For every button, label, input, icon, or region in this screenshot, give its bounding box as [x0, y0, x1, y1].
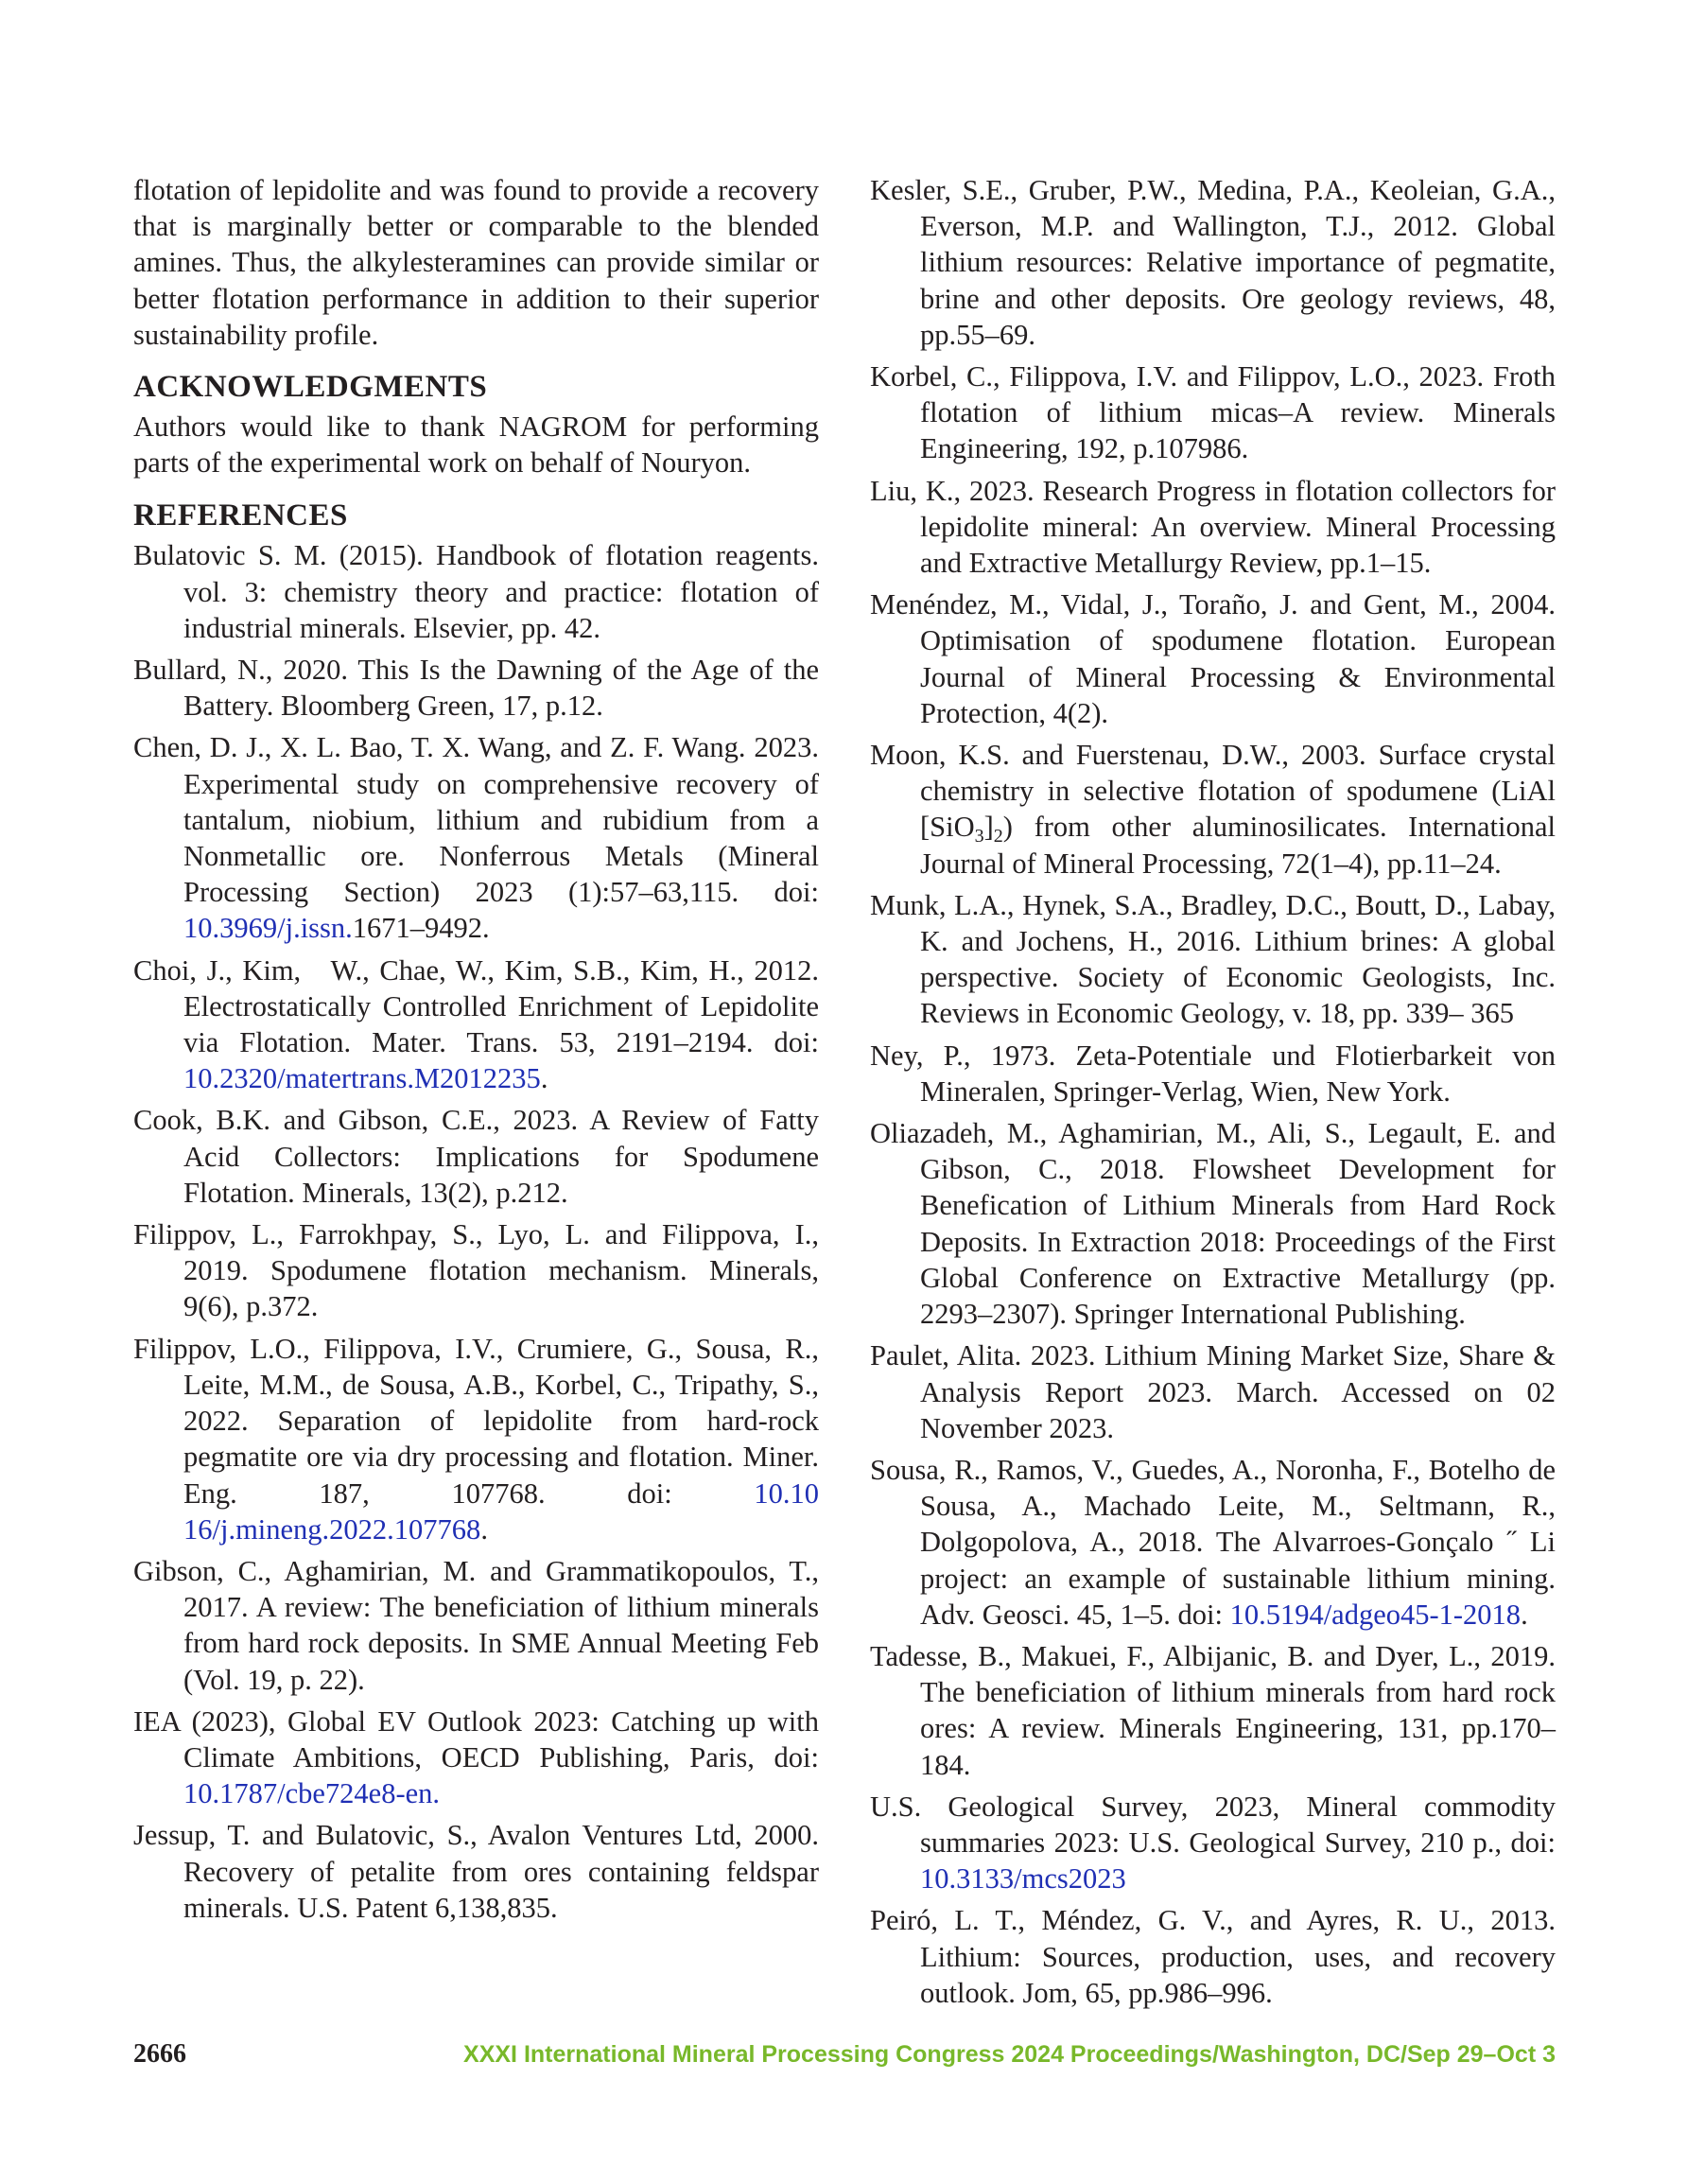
reference-item: [870, 1902, 1556, 2011]
reference-item: [870, 586, 1556, 731]
page-footer: [133, 2039, 1556, 2077]
references-heading: REFERENCES: [133, 498, 348, 533]
reference-item: [870, 473, 1556, 582]
reference-item: [133, 952, 826, 1097]
running-footer-title: XXXI International Mineral Processing Congress 2024 Proceedings/Washington, DC/Sep 29–Oct 3: [463, 2041, 1556, 2068]
doi-link[interactable]: 10.3969/j.issn.: [183, 912, 353, 945]
reference-item: [870, 1638, 1556, 1783]
right-column: [870, 172, 1556, 2017]
reference-text: Peiró, L. T., Méndez, G. V., and Ayres, R. U., 2013. Lithium: Sources, production, uses, and recovery outlook. Jom, 65, pp.986–996.: [870, 1904, 1556, 2009]
reference-text: Kesler, S.E., Gruber, P.W., Medina, P.A., Keoleian, G.A., Everson, M.P. and Wallington, T.J., 2012. Global lithium resources: Relative importance of pegmatite, brine and other deposits. Ore geology reviews, 48, pp.55–69.: [870, 174, 1556, 351]
reference-item: [133, 652, 819, 724]
intro-paragraph: flotation of lepidolite and was found to provide a recovery that is marginally better or comparable to the blended amines. Thus, the alkylesteramines can provide similar or better flotation performance in addition to their superior sustainability profile.: [133, 174, 819, 351]
reference-text: Filippov, L., Farrokhpay, S., Lyo, L. and Filippova, I., 2019. Spodumene flotation mechanism. Minerals, 9(6), p.372.: [133, 1218, 819, 1323]
reference-text: Sousa, R., Ramos, V., Guedes, A., Noronha, F., Botelho de Sousa, A., Machado Leite, M., Seltmann, R., Dolgopolova, A., 2018. The Alvarroes-Gonçalo ˝ Li project: an example of sustainable lithium mining. Adv. Geosci. 45, 1–5. doi:: [870, 1453, 1556, 1631]
subscript: 2: [993, 826, 1003, 847]
reference-item: [870, 172, 1556, 353]
reference-text: Tadesse, B., Makuei, F., Albijanic, B. and Dyer, L., 2019. The beneficiation of lithium minerals from hard rock ores: A review. Minerals Engineering, 131, pp.170–184.: [870, 1639, 1556, 1781]
reference-text-end: .: [480, 1512, 488, 1546]
reference-item: [870, 737, 1556, 882]
reference-item: [870, 1337, 1556, 1446]
reference-text: U.S. Geological Survey, 2023, Mineral commodity summaries 2023: U.S. Geological Survey, 210 p., doi:: [870, 1790, 1556, 1859]
reference-item: [133, 537, 819, 646]
reference-text: Chen, D. J., X. L. Bao, T. X. Wang, and Z. F. Wang. 2023. Experimental study on comprehensive recovery of tantalum, niobium, lithium and rubidium from a Nonmetallic ore. Nonferrous Metals (Mineral Processing Section) 2023 (1):57–63,115. doi:: [133, 731, 819, 909]
reference-text: Jessup, T. and Bulatovic, S., Avalon Ventures Ltd, 2000. Recovery of petalite from ores containing feldspar minerals. U.S. Patent 6,138,835.: [133, 1819, 819, 1924]
reference-item: [870, 887, 1556, 1032]
doi-link[interactable]: 10.3133/mcs2023: [920, 1862, 1126, 1896]
left-column: [133, 172, 826, 1931]
reference-text-mid: ]: [983, 811, 994, 844]
reference-text-end: ) from other aluminosilicates. International Journal of Mineral Processing, 72(1–4), pp.11–24.: [920, 811, 1556, 880]
reference-item: [133, 1216, 819, 1325]
doi-link[interactable]: 10.1787/cbe724e8-en.: [183, 1777, 441, 1810]
reference-text: Korbel, C., Filippova, I.V. and Filippov, L.O., 2023. Froth flotation of lithium micas–A review. Minerals Engineering, 192, p.107986.: [870, 360, 1556, 465]
reference-text: Cook, B.K. and Gibson, C.E., 2023. A Review of Fatty Acid Collectors: Implications for Spodumene Flotation. Minerals, 13(2), p.212.: [133, 1104, 819, 1209]
reference-item: [870, 1115, 1556, 1332]
reference-text: Munk, L.A., Hynek, S.A., Bradley, D.C., Boutt, D., Labay, K. and Jochens, H., 2016. Lithium brines: A global perspective. Society of Economic Geologists, Inc. Reviews in Economic Geology, v. 18, pp. 339– 365: [870, 888, 1556, 1030]
reference-item: [133, 1102, 819, 1211]
reference-item: [133, 729, 819, 946]
reference-text-end: .: [1521, 1598, 1528, 1631]
reference-text: Menéndez, M., Vidal, J., Toraño, J. and Gent, M., 2004. Optimisation of spodumene flotation. European Journal of Mineral Processing & Environmental Protection, 4(2).: [870, 588, 1556, 729]
page-number: 2666: [133, 2039, 186, 2069]
reference-item: [870, 1038, 1556, 1109]
reference-text: Bulatovic S. M. (2015). Handbook of flotation reagents. vol. 3: chemistry theory and practice: flotation of industrial minerals. Elsevier, pp. 42.: [133, 539, 819, 644]
reference-text: Ney, P., 1973. Zeta-Potentiale und Flotierbarkeit von Mineralen, Springer-Verlag, Wien, New York.: [870, 1039, 1556, 1108]
doi-link[interactable]: 10.5194/adgeo45-1-2018: [1229, 1598, 1522, 1631]
reference-text: Filippov, L.O., Filippova, I.V., Crumiere, G., Sousa, R., Leite, M.M., de Sousa, A.B., Korbel, C., Tripathy, S., 2022. Separation of lepidolite from hard-rock pegmatite ore via dry processing and flotation. Miner. Eng. 187, 107768. doi:: [133, 1332, 819, 1510]
acknowledgments-paragraph: Authors would like to thank NAGROM for performing parts of the experimental work on behalf of Nouryon.: [133, 411, 819, 480]
reference-item: [870, 1789, 1556, 1897]
reference-item: [133, 1817, 819, 1926]
reference-text: Liu, K., 2023. Research Progress in flotation collectors for lepidolite mineral: An overview. Mineral Processing and Extractive Metallurgy Review, pp.1–15.: [870, 474, 1556, 580]
reference-text: Bullard, N., 2020. This Is the Dawning of the Age of the Battery. Bloomberg Green, 17, p.12.: [133, 654, 819, 723]
doi-link[interactable]: 10.2320/matertrans.M2012235: [183, 1062, 541, 1095]
reference-text: IEA (2023), Global EV Outlook 2023: Catching up with Climate Ambitions, OECD Publishing, Paris, doi:: [133, 1704, 819, 1773]
reference-text: Moon, K.S. and Fuerstenau, D.W., 2003. Surface crystal chemistry in selective flotation of spodumene (LiAl [SiO: [870, 739, 1556, 844]
reference-item: [133, 1553, 819, 1698]
acknowledgments-heading: ACKNOWLEDGMENTS: [133, 370, 488, 405]
reference-item: [133, 1331, 819, 1547]
reference-text: Paulet, Alita. 2023. Lithium Mining Market Size, Share & Analysis Report 2023. March. Accessed on 02 November 2023.: [870, 1339, 1556, 1444]
reference-text-end: 1671–9492.: [352, 912, 490, 945]
doi-link[interactable]: 10.10 16/j.mineng.2022.107768: [183, 1476, 819, 1546]
reference-item: [870, 1452, 1556, 1633]
reference-text: Gibson, C., Aghamirian, M. and Grammatikopoulos, T., 2017. A review: The beneficiation of lithium minerals from hard rock deposits. In SME Annual Meeting Feb (Vol. 19, p. 22).: [133, 1554, 819, 1696]
reference-text: Choi, J., Kim, W., Chae, W., Kim, S.B., Kim, H., 2012. Electrostatically Controlled Enrichment of Lepidolite via Flotation. Mater. Trans. 53, 2191–2194. doi:: [133, 953, 826, 1059]
reference-text-end: .: [540, 1062, 548, 1095]
subscript: 3: [974, 826, 984, 847]
reference-item: [870, 358, 1556, 467]
reference-text: Oliazadeh, M., Aghamirian, M., Ali, S., Legault, E. and Gibson, C., 2018. Flowsheet Development for Benefication of Lithium Minerals from Hard Rock Deposits. In Extraction 2018: Proceedings of the First Global Conference on Extractive Metallurgy (pp. 2293–2307). Springer International Publishing.: [870, 1117, 1556, 1331]
reference-item: [133, 1704, 819, 1812]
